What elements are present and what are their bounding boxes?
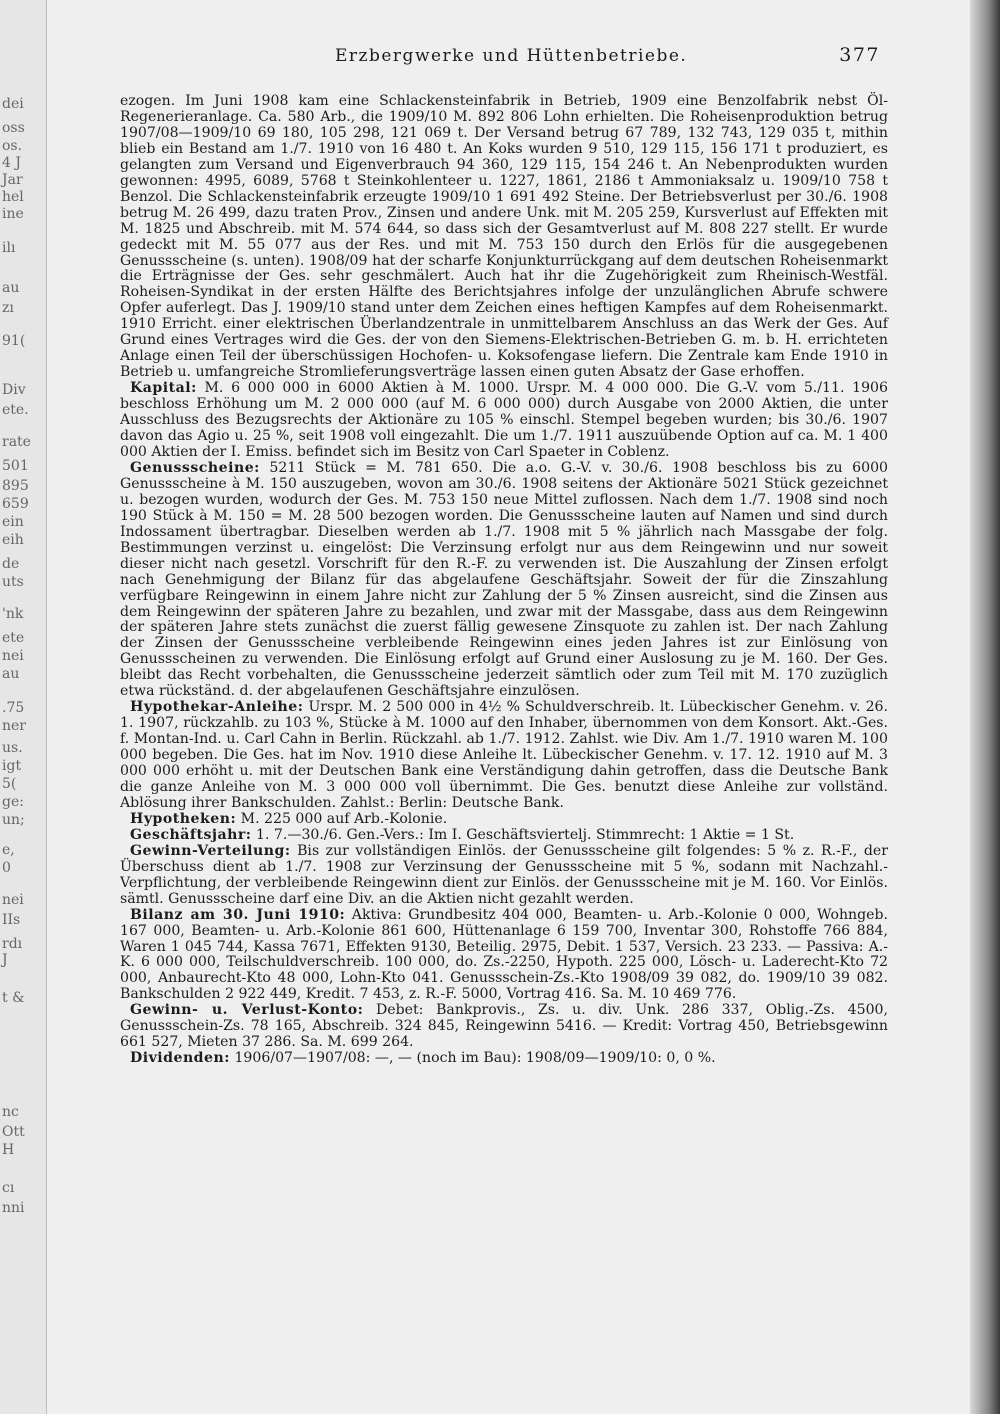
prev-page-fragment: au [2,280,20,296]
section-label: Dividenden: [130,1050,230,1067]
prev-page-fragment: de [2,556,20,572]
section-label: Bilanz am 30. Juni 1910: [130,906,346,923]
prev-page-fragment: dei [2,96,24,112]
section-label: Gewinn- u. Verlust-Konto: [130,1002,364,1019]
paragraph-gewinn-verteilung [120,844,888,908]
prev-page-fragment: 'nk [2,606,24,622]
paragraph-text: M. 6 000 000 in 6000 Aktien à M. 1000. Urspr. M. 4 000 000. Die G.-V. vom 5./11. 1906 beschloss Erhöhung um M. 2 000 000 (auf M. 6 000 000) durch Ausgabe von 2000 Aktien, die unter Ausschluss des Bezugsrechts der Aktionäre zu 105 % einschl. Stempel begeben wurden; bis 30./6. 1907 davon das Agio u. 25 %, seit 1908 voll eingezahlt. Die um 1./7. 1911 auszuübende Option auf ca. M. 1 400 000 Aktien der I. Emiss. befindet sich im Besitz von Carl Spaeter in Coblenz. [120,380,888,460]
prev-page-fragment: IIs [2,912,21,928]
paragraph-hypotheken [120,812,888,828]
paragraph-text: ezogen. Im Juni 1908 kam eine Schlackensteinfabrik in Betrieb, 1909 eine Benzolfabrik nebst Öl-Regenerieranlage. Ca. 580 Arb., die 1909/10 M. 892 806 Lohn erhielten. Die Roheisenproduktion betrug 1907/08—1909/10 69 180, 105 298, 121 069 t. Der Versand betrug 67 789, 132 743, 129 035 t, mithin blieb ein Bestand am 1./7. 1910 von 16 480 t. An Koks wurden 9 510, 129 115, 156 171 t produziert, es gelangten zum Versand und Eigenverbrauch 94 360, 129 115, 154 246 t. An Nebenprodukten wurden gewonnen: 4995, 6089, 5768 t Steinkohlenteer u. 1227, 1861, 2186 t Ammoniaksalz u. 1909/10 758 t Benzol. Die Schlackensteinfabrik erzeugte 1909/10 1 691 492 Steine. Der Betriebsverlust per 30./6. 1908 betrug M. 26 499, dazu traten Prov., Zinsen und andere Unk. mit M. 205 259, Kursverlust auf Effekten mit M. 1825 und Abschreib. mit M. 574 644, so dass sich der Gesamtverlust auf M. 808 227 stellt. Er wurde gedeckt mit M. 55 077 aus der Res. und mit M. 753 150 durch den Erlös für die ausgegebenen Genussscheine (s. unten). 1908/09 hat der scharfe Konjunkturrückgang auf dem deutschen Roheisenmarkt die Erträgnisse der Ges. sehr geschmälert. Auch hat ihr die Zugehörigkeit zum Rheinisch-Westfäl. Roheisen-Syndikat in der ersten Hälfte des Berichtsjahres infolge der unzulänglichen Abrufe schwere Opfer auferlegt. Das J. 1909/10 stand unter dem Zeichen eines heftigen Kampfes auf dem Roheisenmarkt. 1910 Erricht. einer elektrischen Überlandzentrale in unmittelbarem Anschluss an das Werk der Ges. Auf Grund eines Vertrages wird die Ges. der von den Siemens-Elektrischen-Betrieben G. m. b. H. errichteten Anlage einen Teil der überschüssigen Hochofen- u. Koksofengase liefern. Die Zentrale kam Ende 1910 in Betrieb u. umfangreiche Stromlieferungsverträge lassen einen guten Absatz der Gase erhoffen. [120,93,888,381]
prev-page-fragment: igt [2,758,22,774]
previous-page-edge [0,0,47,1414]
prev-page-fragment: e, [2,842,15,858]
prev-page-fragment: eih [2,532,24,548]
prev-page-fragment: ein [2,514,24,530]
prev-page-fragment: Jar [2,172,23,188]
prev-page-fragment: 0 [2,860,11,876]
book-page [120,40,888,1380]
paragraph-text: Aktiva: Grundbesitz 404 000, Beamten- u. Arb.-Kolonie 0 000, Wohngeb. 167 000, Beamten- u. Arb.-Kolonie 861 600, Hüttenanlage 6 159 700, Inventar 300, Rohstoffe 766 884, Waren 1 045 744, Kassa 7671, Effekten 9130, Beteilig. 2975, Debit. 1 537, Versich. 23 233. — Passiva: A.-K. 6 000 000, Teilschuldverschreib. 100 000, do. Zs.-2250, Hypoth. 225 000, Lösch- u. Laderecht-Kto 72 000, Anbaurecht-Kto 48 000, Lohn-Kto 041. Genussschein-Zs.-Kto 1908/09 39 082, do. 1909/10 39 082. Bankschulden 2 922 449, Kredit. 7 453, z. R.-F. 5000, Vortrag 416. Sa. M. 10 469 776. [120,906,888,1003]
prev-page-fragment: oss [2,120,25,136]
page-number: 377 [839,44,880,66]
prev-page-fragment: nei [2,892,24,908]
prev-page-fragment: ner [2,718,26,734]
paragraph-text: 1. 7.—30./6. Gen.-Vers.: Im I. Geschäftsviertelj. Stimmrecht: 1 Aktie = 1 St. [256,826,795,843]
prev-page-fragment: H [2,1142,15,1158]
section-label: Geschäftsjahr: [130,826,252,843]
prev-page-fragment: rate [2,434,31,450]
section-label: Genussscheine: [130,459,260,476]
book-gutter-shadow [970,0,1000,1414]
paragraph-text: Debet: Bankprovis., Zs. u. div. Unk. 286 337, Oblig.-Zs. 4500, Genussschein-Zs. 78 165, Abschreib. 324 845, Reingewinn 5416. — Kredit: Vortrag 450, Betriebsgewinn 661 527, Mieten 37 286. Sa. M. 699 264. [120,1002,888,1051]
prev-page-fragment: ge: [2,794,24,810]
paragraph-text: Bis zur vollständigen Einlös. der Genussscheine gilt folgendes: 5 % z. R.-F., der Überschuss dient ab 1./7. 1908 zur Verzinsung der Genussscheine mit 5 %, sodann mit Nachzahl.-Verpflichtung, der verbleibende Reingewinn dient zur Einlös. der Genussscheine mit je M. 160. Vor Einlös. sämtl. Genussscheine darf eine Div. an die Aktien nicht gezahlt werden. [120,842,888,907]
prev-page-fragment: nei [2,648,24,664]
prev-page-fragment: ete [2,630,25,646]
prev-page-fragment: rdı [2,936,23,952]
prev-page-fragment: nc [2,1104,19,1120]
paragraph-dividenden [120,1051,888,1067]
running-header [120,40,888,76]
paragraph-kapital [120,381,888,461]
prev-page-fragment: Ott [2,1124,25,1140]
prev-page-fragment: J [2,952,8,968]
paragraph-gewinn-verlust-konto [120,1003,888,1051]
body-text [120,94,888,1067]
prev-page-fragment: os. [2,138,23,154]
prev-page-fragment: us. [2,740,23,756]
paragraph-text: 1906/07—1907/08: —, — (noch im Bau): 1908/09—1909/10: 0, 0 %. [234,1050,716,1067]
prev-page-fragment: 501 [2,458,29,474]
prev-page-fragment: 5( [2,776,17,792]
paragraph-bilanz [120,908,888,1004]
prev-page-fragment: cı [2,1180,15,1196]
section-label: Gewinn-Verteilung: [130,842,291,859]
section-label: Kapital: [130,380,197,397]
prev-page-fragment: 91( [2,333,26,349]
section-label: Hypothekar-Anleihe: [130,699,304,716]
prev-page-fragment: .75 [2,700,25,716]
prev-page-fragment: ete. [2,402,29,418]
prev-page-fragment: un; [2,812,25,828]
paragraph-genussscheine [120,461,888,700]
prev-page-fragment: ilı [2,240,16,256]
prev-page-fragment: 659 [2,496,29,512]
paragraph-hypothekar-anleihe [120,700,888,812]
prev-page-fragment: 4 J [2,155,21,171]
paragraph-text: Urspr. M. 2 500 000 in 4½ % Schuldverschreib. lt. Lübeckischer Genehm. v. 26. 1. 1907, rückzahlb. zu 103 %, Stücke à M. 1000 auf den Inhaber, übernommen von dem Konsort. Akt.-Ges. f. Montan-Ind. u. Carl Cahn in Berlin. Rückzahl. ab 1./7. 1912. Zahlst. wie Div. Am 1./7. 1910 waren M. 100 000 begeben. Die Ges. hat im Nov. 1910 diese Anleihe lt. Lübeckischer Genehm. v. 17. 12. 1910 auf M. 3 000 000 erhöht u. mit der Deutschen Bank eine Verständigung dahin getroffen, dass die Deutsche Bank die ganze Anleihe von M. 3 000 000 voll übernimmt. Die Ges. benutzt diese Anleihe zur vollständ. Ablösung ihrer Bankschulden. Zahlst.: Berlin: Deutsche Bank. [120,699,888,811]
running-header-title: Erzbergwerke und Hüttenbetriebe. [335,46,688,66]
section-label: Hypotheken: [130,810,237,827]
prev-page-fragment: au [2,666,20,682]
paragraph-text: 5211 Stück = M. 781 650. Die a.o. G.-V. v. 30./6. 1908 beschloss bis zu 6000 Genussscheine à M. 150 auszugeben, wovon am 30./6. 1908 seitens der Aktionäre 5021 Stück gezeichnet u. bezogen wurden, wodurch der Ges. M. 753 150 neue Mittel zuflossen. Nach dem 1./7. 1908 sind noch 190 Stück à M. 150 = M. 28 500 bezogen worden. Die Genussscheine lauten auf Namen und sind durch Indossament übertragbar. Dieselben werden ab 1./7. 1908 mit 5 % jährlich nach Massgabe der folg. Bestimmungen verzinst u. eingelöst: Die Verzinsung erfolgt nur aus dem Reingewinn und nur soweit dieser nicht nach gesetzl. Vorschrift für den R.-F. zu verwenden ist. Die Auszahlung der Zinsen erfolgt nach Genehmigung der Bilanz für das abgelaufene Geschäftsjahr. Soweit der für die Zinszahlung verfügbare Reingewinn in einem Jahre nicht zur Zahlung der 5 % Zinsen ausreicht, sind die Zinsen aus dem Reingewinn der späteren Jahre zu bezahlen, und zwar mit der Massgabe, dass aus dem Reingewinn der späteren Jahre stets zunächst die zuerst fällig gewesene Zinsquote zu zahlen ist. Der nach Zahlung der Zinsen der Genussscheine verbleibende Reingewinn eines jeden Jahres ist zur Einlösung von Genussscheinen zu verwenden. Die Einlösung erfolgt auf Grund einer Auslosung zu je M. 160. Der Ges. bleibt das Recht vorbehalten, die Genussscheine jederzeit sämtlich oder zum Teil mit M. 170 zuzüglich etwa rückständ. d. der abgelaufenen Geschäftsjahre einzulösen. [120,459,888,700]
prev-page-fragment: Div [2,382,26,398]
paragraph-text: M. 225 000 auf Arb.-Kolonie. [240,810,448,827]
prev-page-fragment: hel [2,189,24,205]
prev-page-fragment: ine [2,206,24,222]
prev-page-fragment: 895 [2,478,29,494]
paragraph-operations [120,94,888,381]
prev-page-fragment: t & [2,990,25,1006]
prev-page-fragment: uts [2,574,24,590]
prev-page-fragment: zı [2,300,14,316]
prev-page-fragment: nni [2,1200,25,1216]
paragraph-geschaeftsjahr [120,828,888,844]
